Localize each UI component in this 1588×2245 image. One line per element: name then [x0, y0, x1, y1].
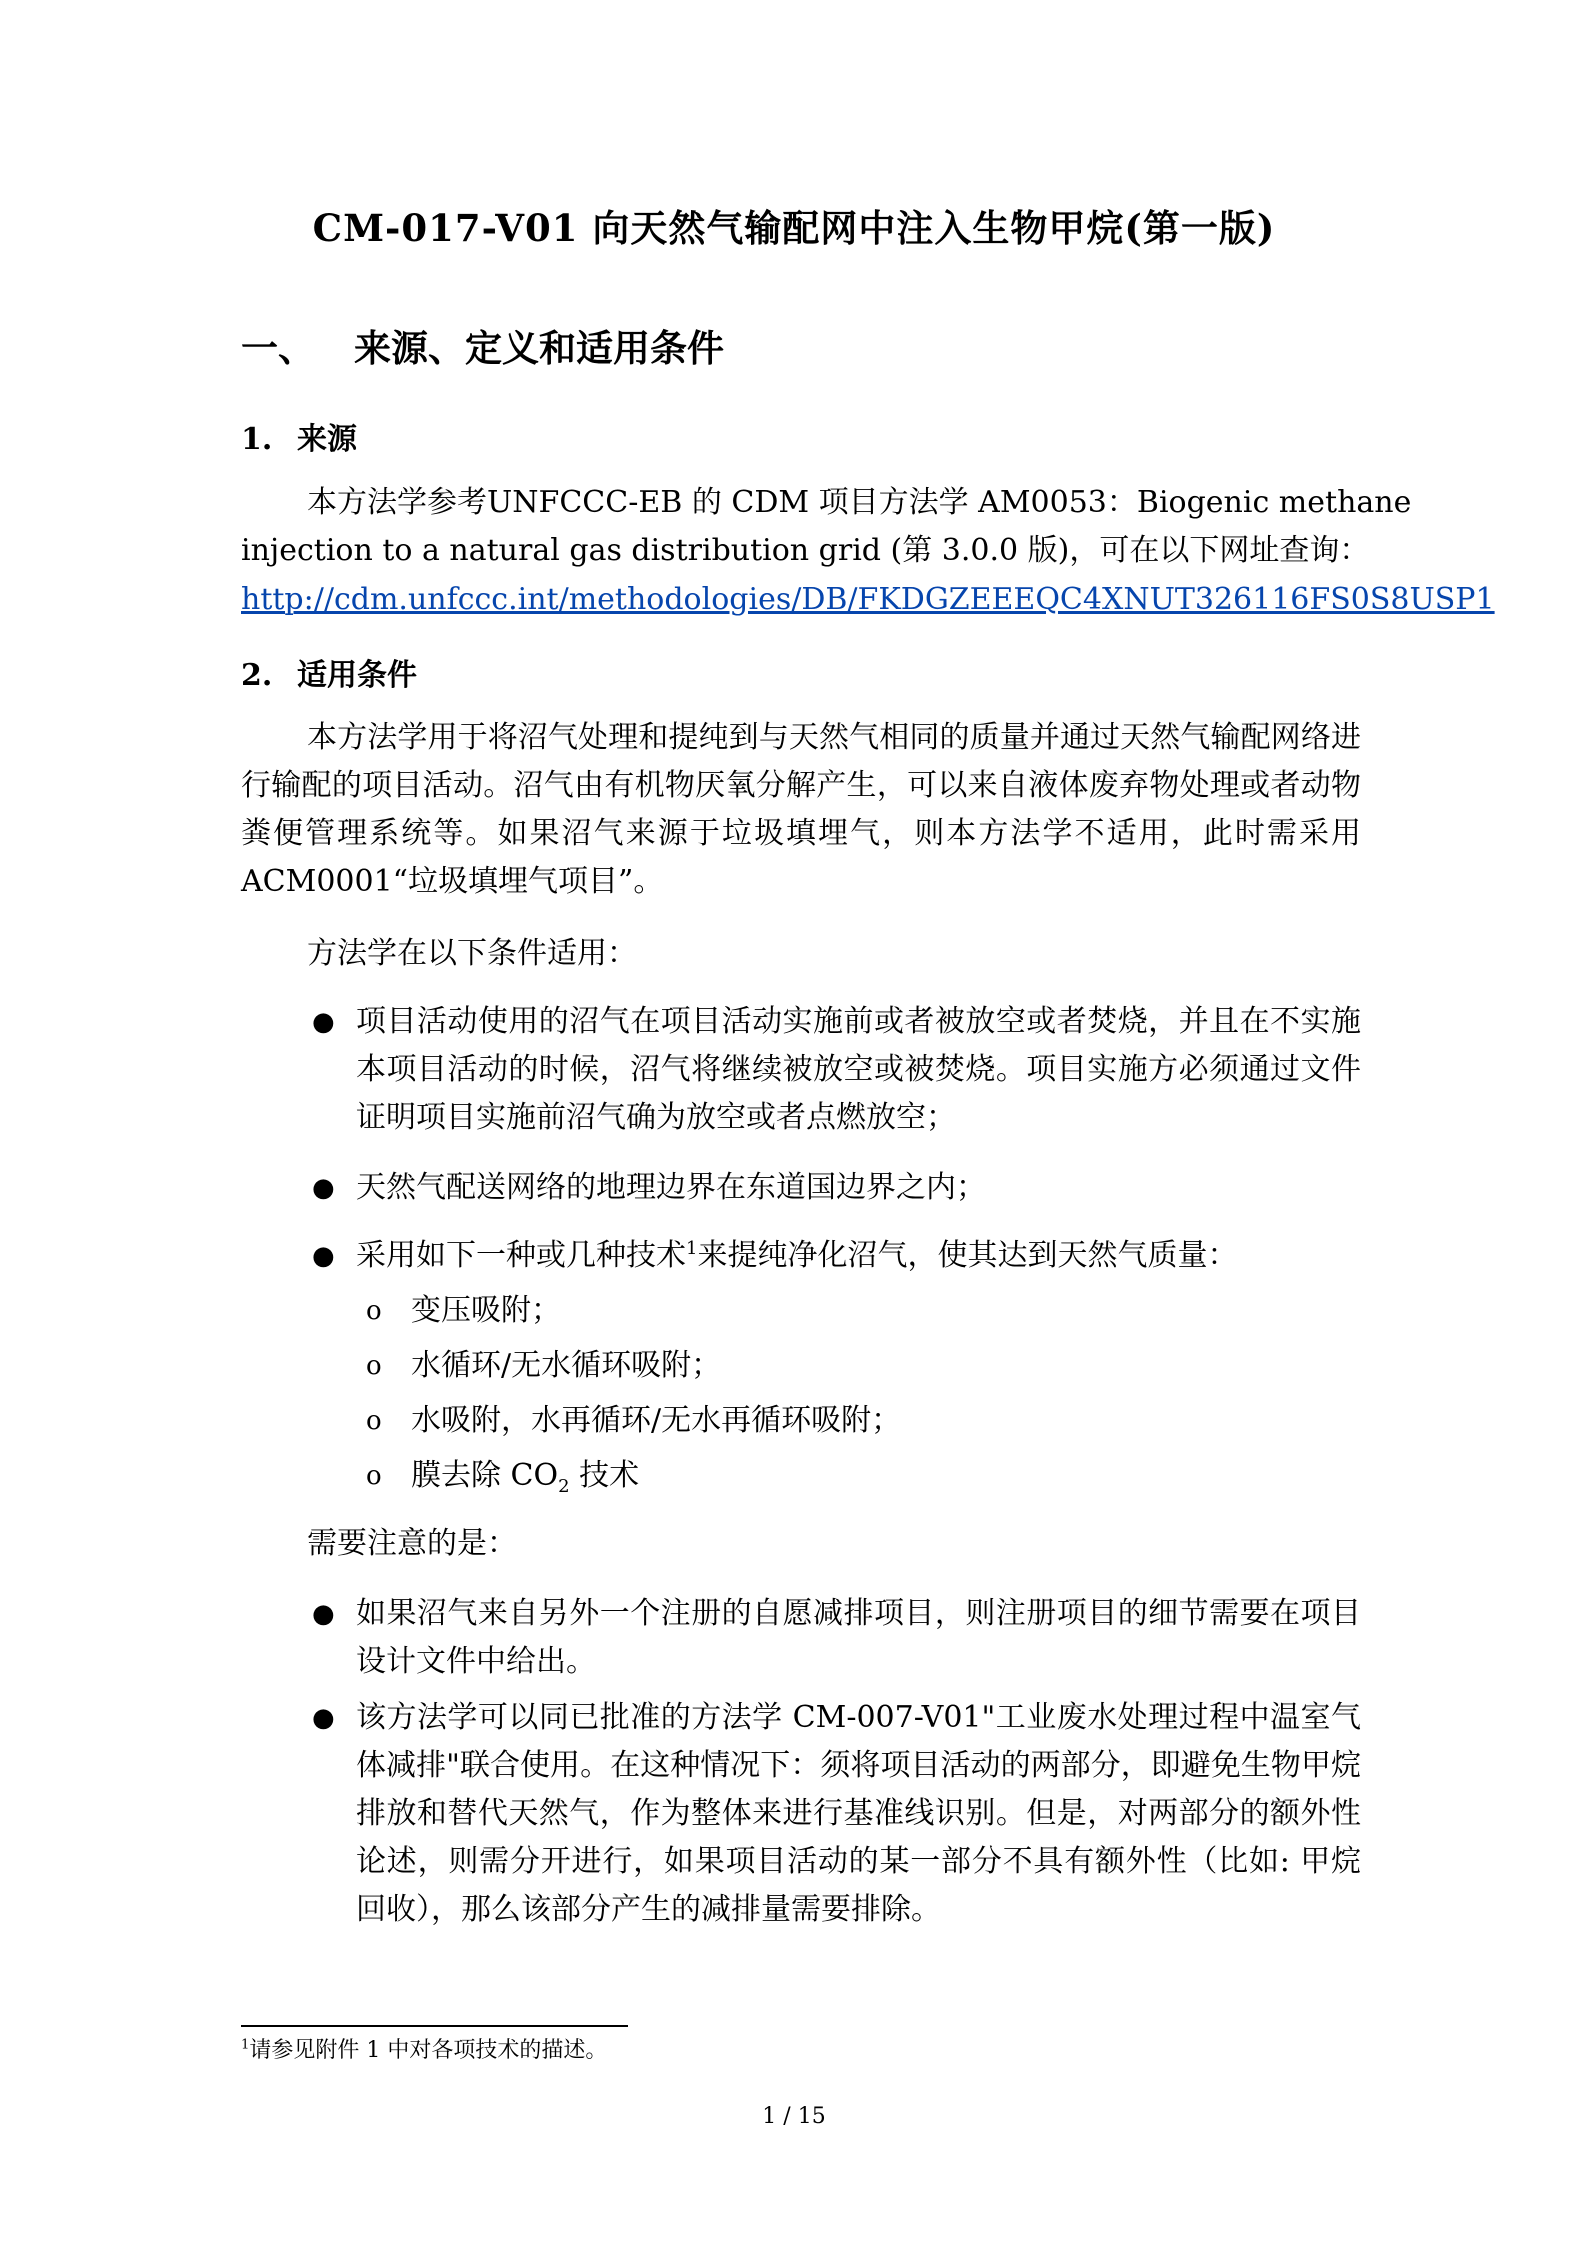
subsection-number: 1.: [241, 422, 273, 457]
notes-intro: 需要注意的是：: [307, 1526, 517, 1561]
list-item-technologies: [241, 1232, 1361, 1280]
membrane-text-post: 技术: [569, 1458, 640, 1493]
list-item-text: [356, 1232, 1361, 1280]
list-item-text: 该方法学可以同已批准的方法学 CM-007-V01"工业废水处理过程中温室气体减排"联合使用。在这种情况下：须将项目活动的两部分，即避免生物甲烷排放和替代天然气，作为整体来进行基准线识别。但是，对两部分的额外性论述，则需分开进行，如果项目活动的某一部分不具有额外性（比如: 甲烷回收），那么该部分产生的减排量需要排除。: [356, 1700, 1361, 1927]
sub-list-item: [241, 1452, 639, 1500]
document-title: CM-017-V01 向天然气输配网中注入生物甲烷(第一版): [312, 206, 1276, 250]
list-item: [241, 1590, 1361, 1686]
sub-list-item: [241, 1342, 721, 1390]
bullet-dot-icon: ●: [312, 1599, 335, 1629]
bullet-dot-icon: ●: [312, 1241, 335, 1271]
footnote-ref: 1: [686, 1238, 698, 1259]
tech-text-pre: 采用如下一种或几种技术: [356, 1238, 686, 1273]
sub-list-item-text: 水循环/无水循环吸附；: [411, 1348, 722, 1383]
membrane-text-pre: 膜去除 CO: [411, 1458, 559, 1493]
bullet-dot-icon: ●: [312, 1007, 335, 1037]
list-item: [241, 998, 1361, 1142]
subscript: 2: [558, 1476, 570, 1497]
footnote: [241, 2036, 607, 2066]
circle-bullet-icon: o: [366, 1461, 382, 1491]
subsection-number: 2.: [241, 658, 273, 693]
footnote-marker: 1: [241, 2037, 250, 2053]
footnote-text: 请参见附件 1 中对各项技术的描述。: [249, 2038, 608, 2063]
applicability-paragraph: 本方法学用于将沼气处理和提纯到与天然气相同的质量并通过天然气输配网络进行输配的项目活动。沼气由有机物厌氧分解产生，可以来自液体废弃物处理或者动物粪便管理系统等。如果沼气来源于垃圾填埋气，则本方法学不适用，此时需采用 ACM0001“垃圾填埋气项目”。: [241, 720, 1361, 899]
bullet-dot-icon: ●: [312, 1173, 335, 1203]
circle-bullet-icon: o: [366, 1351, 382, 1381]
sub-list-item-text: 水吸附，水再循环/无水再循环吸附；: [411, 1403, 902, 1438]
sub-list-item: [241, 1287, 561, 1335]
subsection-heading-source: [241, 414, 357, 458]
methodology-link[interactable]: http://cdm.unfccc.int/methodologies/DB/FKDGZEEEQC4XNUT326116FS0S8USP1: [241, 582, 1495, 617]
source-paragraph-line-2: injection to a natural gas distribution grid (第 3.0.0 版)，可在以下网址查询：: [241, 533, 1370, 568]
subsection-title: 来源: [297, 422, 357, 457]
list-item-text: 天然气配送网络的地理边界在东道国边界之内；: [356, 1170, 986, 1205]
conditions-intro: 方法学在以下条件适用：: [307, 936, 637, 971]
tech-text-post: 来提纯净化沼气，使其达到天然气质量：: [697, 1238, 1238, 1273]
sub-list-item-text: 变压吸附；: [411, 1293, 561, 1328]
bullet-dot-icon: ●: [312, 1703, 335, 1733]
subsection-heading-applicability: [241, 650, 417, 694]
source-paragraph-line-1: 本方法学参考UNFCCC-EB 的 CDM 项目方法学 AM0053：Biogenic methane: [307, 485, 1412, 520]
list-item-text: 项目活动使用的沼气在项目活动实施前或者被放空或者焚烧，并且在不实施本项目活动的时候，沼气将继续被放空或被焚烧。项目实施方必须通过文件证明项目实施前沼气确为放空或者点燃放空；: [356, 1004, 1361, 1135]
list-item-text: 如果沼气来自另外一个注册的自愿减排项目，则注册项目的细节需要在项目设计文件中给出。: [356, 1596, 1361, 1679]
footnote-divider: [241, 2025, 628, 2027]
section-number: 一、: [241, 326, 315, 370]
sub-list-item: [241, 1397, 901, 1445]
sub-list-item-text: [411, 1458, 640, 1497]
list-item: [241, 1694, 1361, 1934]
page-number: 1 / 15: [762, 2104, 826, 2129]
circle-bullet-icon: o: [366, 1406, 382, 1436]
list-item: [241, 1164, 1361, 1212]
subsection-title: 适用条件: [297, 658, 417, 693]
section-title: 来源、定义和适用条件: [354, 326, 724, 370]
circle-bullet-icon: o: [366, 1296, 382, 1326]
section-heading: [241, 318, 724, 372]
